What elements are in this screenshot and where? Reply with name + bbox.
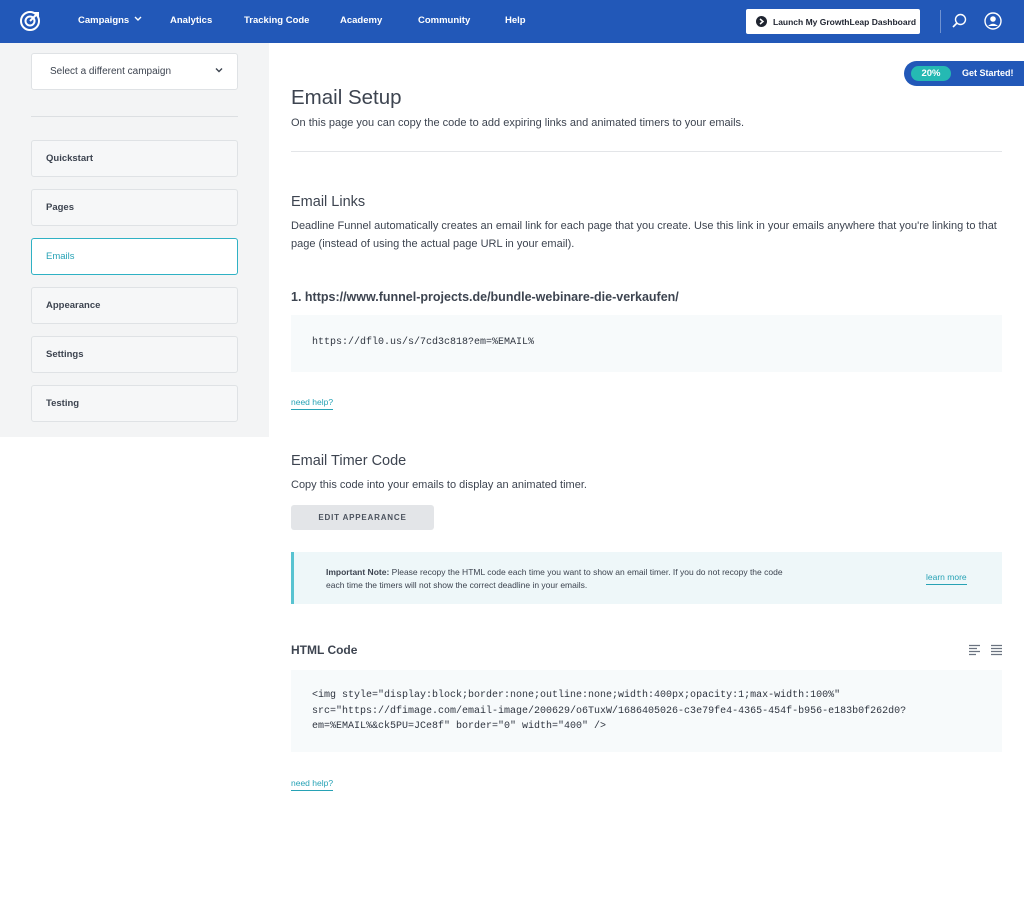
align-left-icon[interactable] (968, 644, 981, 656)
page-subtitle: On this page you can copy the code to add expiring links and animated timers to your emails. (291, 117, 745, 129)
nav-help[interactable]: Help (505, 15, 526, 26)
search-icon[interactable] (950, 12, 968, 30)
progress-percent: 20% (911, 66, 951, 81)
html-code-line: em=%EMAIL%&ck5PU=JCe8f" border="0" width="400" /> (312, 721, 607, 732)
sidebar-item-testing[interactable]: Testing (31, 385, 238, 422)
get-started-progress[interactable] (904, 61, 1024, 86)
important-note (291, 552, 1002, 604)
launch-dashboard-button[interactable] (746, 9, 920, 34)
html-code-line: <img style="display:block;border:none;outline:none;width:400px;opacity:1;max-width:100%" (312, 690, 841, 701)
edit-appearance-button[interactable]: EDIT APPEARANCE (291, 505, 434, 530)
nav-academy[interactable]: Academy (340, 15, 383, 26)
html-code-line: src="https://dfimage.com/email-image/200629/o6TuxW/1686405026-c3e79fe4-4365-454f-b956-e183b0f262d0? (312, 705, 907, 717)
campaign-select[interactable] (31, 53, 238, 90)
nav-tracking-code[interactable]: Tracking Code (244, 15, 310, 26)
sidebar-item-settings[interactable]: Settings (31, 336, 238, 373)
align-justify-icon[interactable] (990, 644, 1003, 656)
important-note-label: Important Note: (326, 567, 390, 577)
top-nav (0, 0, 1024, 43)
page-url-heading: 1. https://www.funnel-projects.de/bundle-webinare-die-verkaufen/ (291, 290, 679, 304)
page-title: Email Setup (291, 86, 402, 109)
user-icon[interactable] (984, 12, 1002, 30)
need-help-link[interactable]: need help? (291, 778, 333, 791)
html-code-heading: HTML Code (291, 643, 358, 657)
sidebar-item-emails[interactable]: Emails (31, 238, 238, 275)
nav-campaigns-label: Campaigns (78, 15, 130, 26)
nav-analytics[interactable]: Analytics (170, 15, 213, 26)
learn-more-link[interactable]: learn more (926, 572, 967, 585)
nav-community[interactable]: Community (418, 15, 471, 26)
launch-dashboard-label: Launch My GrowthLeap Dashboard (773, 16, 917, 27)
email-link-code[interactable]: https://dfl0.us/s/7cd3c818?em=%EMAIL% (291, 315, 1002, 372)
need-help-link[interactable]: need help? (291, 397, 333, 410)
progress-label: Get Started! (962, 68, 1014, 78)
logo-icon[interactable] (19, 10, 41, 32)
campaign-select-label: Select a different campaign (50, 66, 172, 77)
arrow-right-icon (756, 16, 767, 27)
chevron-down-icon (134, 16, 142, 22)
sidebar-divider (31, 116, 238, 117)
section-divider (291, 151, 1002, 152)
chevron-down-icon (214, 65, 224, 75)
email-links-heading: Email Links (291, 194, 366, 210)
email-timer-heading: Email Timer Code (291, 453, 407, 469)
nav-divider (940, 10, 941, 33)
sidebar-item-pages[interactable]: Pages (31, 189, 238, 226)
sidebar-item-appearance[interactable]: Appearance (31, 287, 238, 324)
important-note-text (326, 566, 796, 591)
email-timer-description: Copy this code into your emails to display an animated timer. (291, 479, 587, 491)
html-code-block[interactable] (291, 670, 1002, 752)
important-note-body: Please recopy the HTML code each time you want to show an email timer. If you do not recopy the code each time the timers will not show the correct deadline in your emails. (326, 567, 783, 590)
nav-campaigns[interactable] (78, 15, 142, 26)
sidebar-item-quickstart[interactable]: Quickstart (31, 140, 238, 177)
email-links-description: Deadline Funnel automatically creates an email link for each page that you create. Use this link in your emails anywhere that you're linking to that page (instead of using the actual page URL in your email). (291, 220, 997, 250)
